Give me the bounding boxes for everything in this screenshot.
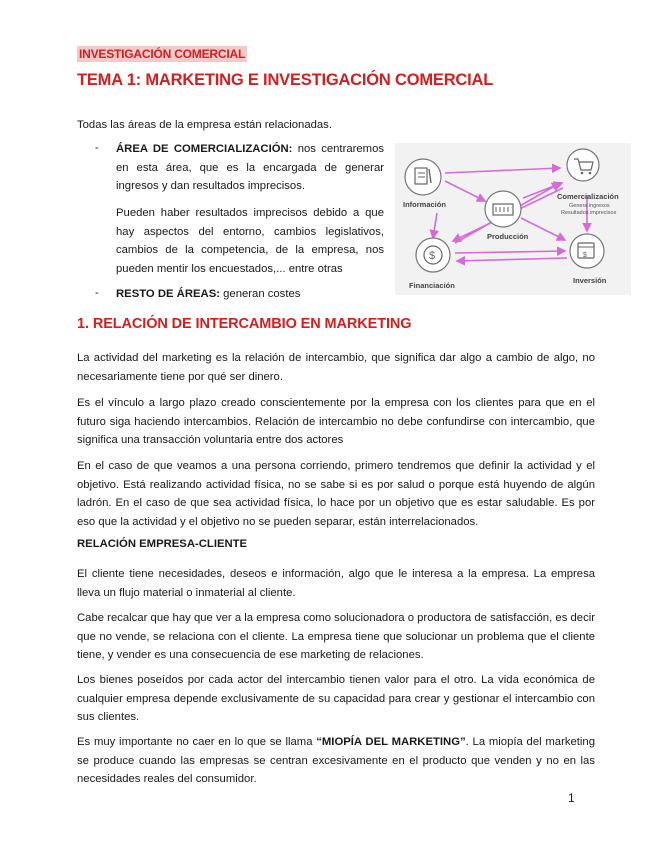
arrow-info-fin (433, 213, 437, 238)
areas-diagram-svg (395, 143, 631, 295)
node-sublabel-1: Genera ingresos (569, 203, 610, 209)
bullet-text: nos centraremos en esta área, que es la encargada de generar ingresos y dan resultados imprecisos. (116, 143, 385, 192)
bullet-resto-areas (116, 285, 384, 304)
node-label-comercializacion: Comercialización (557, 192, 619, 201)
node-inversion (570, 234, 607, 285)
bullet-bold-term: RESTO DE ÁREAS: (116, 288, 220, 300)
miopia-after: . La miopía del marketing se produce cuando las empresas se centran excesivamente en el producto que venden y no en las necesidades reales del consumidor. (77, 736, 595, 785)
paragraph: El cliente tiene necesidades, deseos e información, algo que le interesa a la empresa. La empresa lleva un flujo material o inmaterial al cliente. (77, 568, 595, 599)
arrow-inv-fin (457, 258, 567, 261)
node-label-financiacion: Financiación (409, 281, 455, 290)
paragraph-miopia (77, 733, 595, 789)
paragraph: Los bienes poseídos por cada actor del intercambio tienen valor para el otro. La vida económica de cualquier empresa depende exclusivamente de su capacidad para crear y gestionar el intercambio con sus clientes. (77, 674, 595, 723)
arrow-info-comerc (445, 168, 560, 173)
page-number: 1 (568, 791, 575, 805)
node-label-inversion: Inversión (573, 276, 607, 285)
paragraph: En el caso de que veamos a una persona corriendo, primero tendremos que definir la actividad y el objetivo. Está realizando actividad física, no se sabe si es por salud o porque está huyendo de algún ladrón. En el caso de que sea actividad física, lo hace por un objetivo que es estar saludable. Es por eso que la actividad y el objetivo no se pueden separar, están interrelacionados. (77, 460, 595, 528)
paragraph: Cabe recalcar que hay que ver a la empresa como solucionadora o productora de satisfacción, es decir que no vende, se relaciona con el cliente. La empresa tiene que solucionar un problema que el cliente tiene, y vender es una consecuencia de ese marketing de relaciones. (77, 612, 595, 661)
bullet-dash: - (95, 287, 99, 299)
bullet-comercializacion (116, 140, 384, 196)
miopia-before: Es muy importante no caer en lo que se llama (77, 736, 317, 748)
node-label-produccion: Producción (487, 232, 529, 241)
miopia-term: “MIOPÍA DEL MARKETING” (316, 736, 466, 748)
arrow-info-prod (445, 181, 485, 201)
arrow-fin-inv (455, 251, 565, 253)
node-informacion (403, 159, 446, 209)
node-financiacion (409, 238, 455, 290)
bullet-text: generan costes (220, 288, 301, 300)
node-produccion (485, 191, 529, 241)
calendar-dollar-glyph: $ (583, 252, 587, 259)
paragraph: La actividad del marketing es la relación de intercambio, que significa dar algo a cambio de algo, no necesariamente tiene por qué ser dinero. (77, 352, 595, 383)
bullet-dash: - (95, 142, 99, 154)
bullet-bold-term: ÁREA DE COMERCIALIZACIÓN: (116, 143, 293, 155)
intro-paragraph: Todas las áreas de la empresa están relacionadas. (77, 119, 332, 131)
node-comercializacion (557, 149, 619, 216)
bullet-sub-paragraph: Pueden haber resultados imprecisos debido a que hay aspectos del entorno, cambios legislativos, cambios de la competencia, de la empresa, nos pueden mentir los encuestados,... entre otras (116, 207, 384, 275)
subject-label: INVESTIGACIÓN COMERCIAL (79, 47, 246, 61)
node-label-informacion: Información (403, 200, 446, 209)
section-heading: 1. RELACIÓN DE INTERCAMBIO EN MARKETING (77, 316, 412, 332)
node-sublabel-2: Resultados imprecisos (561, 210, 617, 216)
page-title: TEMA 1: MARKETING E INVESTIGACIÓN COMERCIAL (77, 71, 494, 89)
paragraph: Es el vínculo a largo plazo creado conscientemente por la empresa con los clientes para que en el futuro siga haciendo intercambios. Relación de intercambio no debe confundirse con intercambio, que significa una transacción voluntaria entre dos actores (77, 397, 595, 446)
areas-diagram (395, 143, 631, 295)
subsection-heading: RELACIÓN EMPRESA-CLIENTE (77, 538, 248, 550)
dollar-glyph: $ (429, 250, 436, 262)
